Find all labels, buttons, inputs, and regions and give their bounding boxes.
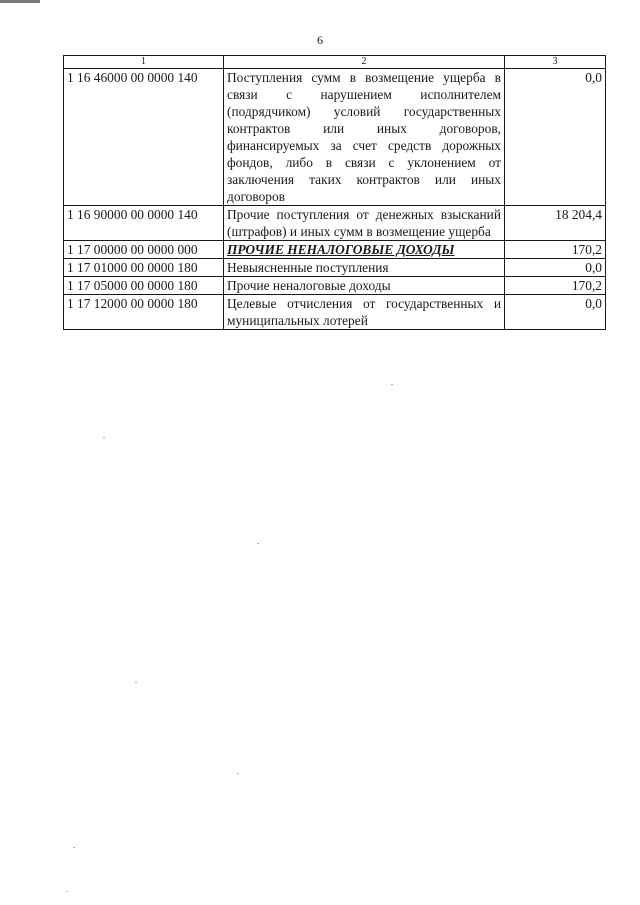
scan-speck: [73, 847, 75, 848]
row-amount: 170,2: [505, 241, 606, 259]
row-code: 1 17 12000 00 0000 180: [64, 295, 224, 330]
row-name: Прочие неналоговые доходы: [224, 277, 505, 295]
row-amount: 18 204,4: [505, 206, 606, 241]
table-row: [64, 277, 606, 295]
row-code: 1 16 90000 00 0000 140: [64, 206, 224, 241]
row-name: Прочие поступления от денежных взысканий (штрафов) и иных сумм в возмещение ущерба: [224, 206, 505, 241]
table-row: [64, 69, 606, 206]
column-header-name: 2: [224, 56, 505, 69]
scan-speck: [103, 437, 105, 438]
row-name: Невыясненные поступления: [224, 259, 505, 277]
row-amount: 170,2: [505, 277, 606, 295]
table-header-row: [64, 56, 606, 69]
scan-speck: [66, 891, 68, 892]
row-code: 1 17 01000 00 0000 180: [64, 259, 224, 277]
column-header-amount: 3: [505, 56, 606, 69]
row-code: 1 17 05000 00 0000 180: [64, 277, 224, 295]
scan-speck: [257, 543, 259, 544]
row-amount: 0,0: [505, 295, 606, 330]
table-row: [64, 206, 606, 241]
scan-speck: [391, 384, 393, 385]
column-header-code: 1: [64, 56, 224, 69]
row-code: 1 16 46000 00 0000 140: [64, 69, 224, 206]
scan-speck: [135, 682, 137, 683]
revenue-table: [63, 55, 606, 330]
scan-edge-mark: [0, 0, 40, 3]
row-code: 1 17 00000 00 0000 000: [64, 241, 224, 259]
row-name: Целевые отчисления от государственных и муниципальных лотерей: [224, 295, 505, 330]
row-name-section-heading: ПРОЧИЕ НЕНАЛОГОВЫЕ ДОХОДЫ: [224, 241, 505, 259]
row-name: Поступления сумм в возмещение ущерба в связи с нарушением исполнителем (подрядчиком) условий государственных контрактов или иных договоров, финансируемых за счет средств дорожных фондов, либо в связи с уклонением от заключения таких контрактов или иных договоров: [224, 69, 505, 206]
page-number: 6: [317, 33, 323, 47]
row-amount: 0,0: [505, 259, 606, 277]
scan-speck: [237, 773, 239, 774]
table-row: [64, 295, 606, 330]
table-row: [64, 259, 606, 277]
row-amount: 0,0: [505, 69, 606, 206]
table-row: [64, 241, 606, 259]
